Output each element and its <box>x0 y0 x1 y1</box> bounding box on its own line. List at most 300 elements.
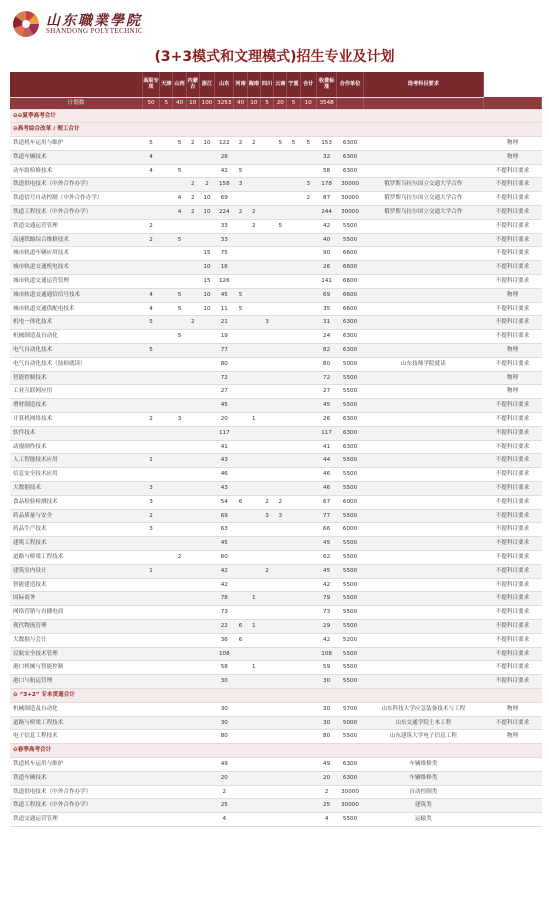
table-cell <box>186 551 199 565</box>
table-cell: 6300 <box>337 757 363 771</box>
table-cell <box>160 647 173 661</box>
table-cell: 20 <box>316 771 336 785</box>
table-cell <box>287 537 300 551</box>
major-name: 道路与桥梁工程技术 <box>10 551 142 565</box>
table-cell: 44 <box>316 454 336 468</box>
table-cell <box>234 578 247 592</box>
plan-count-cell: 40 <box>234 97 247 109</box>
table-cell <box>287 344 300 358</box>
table-cell <box>287 509 300 523</box>
table-cell <box>247 468 260 482</box>
table-row <box>10 799 542 813</box>
table-cell: 58 <box>316 164 336 178</box>
table-cell: 42 <box>215 164 234 178</box>
table-row <box>10 757 542 771</box>
table-cell <box>247 564 260 578</box>
table-cell <box>199 164 214 178</box>
table-cell: 不提科目要求 <box>483 523 541 537</box>
table-cell: 117 <box>215 426 234 440</box>
table-cell <box>287 551 300 565</box>
table-row <box>10 716 542 730</box>
table-cell <box>260 344 273 358</box>
table-row <box>10 206 542 220</box>
table-cell <box>274 275 287 289</box>
school-name-cn: 山东職業學院 <box>46 13 142 29</box>
major-name: 大数据技术 <box>10 482 142 496</box>
table-cell: 6600 <box>337 261 363 275</box>
table-cell <box>287 619 300 633</box>
table-cell <box>173 716 186 730</box>
table-cell: 6600 <box>337 288 363 302</box>
table-cell: 山东交通学院土木工程 <box>363 716 483 730</box>
table-cell: 5 <box>173 330 186 344</box>
table-cell <box>234 551 247 565</box>
table-cell <box>260 813 273 827</box>
table-cell <box>160 551 173 565</box>
table-cell: 不提科目要求 <box>483 261 541 275</box>
table-cell: 5 <box>287 137 300 151</box>
table-cell <box>142 247 159 261</box>
table-cell <box>274 330 287 344</box>
major-name: 药品生产技术 <box>10 523 142 537</box>
table-cell <box>234 482 247 496</box>
header-province-2: 山西 <box>173 72 186 97</box>
table-cell <box>234 247 247 261</box>
table-cell: 2 <box>247 137 260 151</box>
table-cell <box>173 178 186 192</box>
table-cell <box>287 440 300 454</box>
table-cell <box>260 606 273 620</box>
school-name-en: SHANDONG POLYTECHNIC <box>46 27 143 35</box>
table-cell: 5 <box>142 344 159 358</box>
table-row <box>10 633 542 647</box>
table-cell <box>186 399 199 413</box>
table-cell: 3 <box>234 178 247 192</box>
table-cell <box>142 357 159 371</box>
table-cell: 物理 <box>483 288 541 302</box>
table-cell: 4 <box>142 302 159 316</box>
table-cell: 物理 <box>483 702 541 716</box>
table-cell <box>186 426 199 440</box>
table-cell <box>186 275 199 289</box>
major-name: 信息安全技术应用 <box>10 468 142 482</box>
table-cell <box>274 633 287 647</box>
table-cell: 不提科目要求 <box>483 564 541 578</box>
table-cell <box>247 702 260 716</box>
school-logo-icon <box>13 11 39 37</box>
table-cell <box>160 137 173 151</box>
header-major <box>10 72 142 97</box>
table-cell <box>186 495 199 509</box>
table-cell <box>287 261 300 275</box>
major-name: 建筑工程技术 <box>10 537 142 551</box>
table-cell <box>199 702 214 716</box>
table-cell: 不提科目要求 <box>483 578 541 592</box>
table-cell: 俄罗斯乌拉尔国立交通大学合作 <box>363 178 483 192</box>
table-cell <box>234 675 247 689</box>
plan-count-cell: 10 <box>186 97 199 109</box>
table-cell <box>274 233 287 247</box>
table-cell: 2 <box>316 785 336 799</box>
header-province-10: 宁夏 <box>287 72 300 97</box>
table-cell <box>483 757 541 771</box>
table-cell <box>260 757 273 771</box>
table-cell <box>199 344 214 358</box>
table-cell <box>274 344 287 358</box>
table-cell <box>260 426 273 440</box>
table-cell <box>260 192 273 206</box>
table-cell: 不提科目要求 <box>483 357 541 371</box>
table-cell <box>160 247 173 261</box>
table-cell: 80 <box>316 730 336 744</box>
table-cell <box>160 302 173 316</box>
table-cell: 66 <box>316 523 336 537</box>
table-cell <box>199 633 214 647</box>
table-cell <box>247 647 260 661</box>
major-name: 铁道工程技术（中外合作办学） <box>10 206 142 220</box>
table-row <box>10 661 542 675</box>
table-cell <box>234 150 247 164</box>
table-cell: 24 <box>316 330 336 344</box>
table-cell <box>199 426 214 440</box>
table-cell <box>287 606 300 620</box>
table-cell: 3 <box>300 178 316 192</box>
header-province-8: 四川 <box>260 72 273 97</box>
table-cell: 车辆维修类 <box>363 771 483 785</box>
table-cell <box>142 261 159 275</box>
table-cell <box>300 247 316 261</box>
table-cell <box>142 440 159 454</box>
table-cell: 不提科目要求 <box>483 551 541 565</box>
table-cell: 2 <box>234 206 247 220</box>
table-cell: 67 <box>316 495 336 509</box>
table-cell <box>247 192 260 206</box>
table-cell <box>287 385 300 399</box>
table-cell: 3 <box>142 495 159 509</box>
table-cell <box>160 799 173 813</box>
table-cell <box>300 523 316 537</box>
table-cell <box>287 302 300 316</box>
table-cell: 153 <box>316 137 336 151</box>
table-cell: 建筑类 <box>363 799 483 813</box>
table-cell <box>287 371 300 385</box>
table-cell <box>300 233 316 247</box>
table-cell <box>247 385 260 399</box>
table-row <box>10 426 542 440</box>
table-cell <box>247 578 260 592</box>
table-cell <box>363 385 483 399</box>
table-cell: 36 <box>215 633 234 647</box>
table-cell: 5500 <box>337 730 363 744</box>
table-cell <box>300 813 316 827</box>
table-cell <box>260 578 273 592</box>
table-cell <box>363 413 483 427</box>
table-cell <box>186 482 199 496</box>
table-cell <box>274 661 287 675</box>
major-name: 城市轨道交通供配电技术 <box>10 302 142 316</box>
table-cell <box>274 192 287 206</box>
table-cell: 5500 <box>337 233 363 247</box>
table-cell <box>287 468 300 482</box>
plan-count-cell <box>483 97 541 109</box>
table-cell: 2 <box>274 495 287 509</box>
table-cell: 59 <box>316 661 336 675</box>
table-cell <box>186 261 199 275</box>
table-cell <box>260 523 273 537</box>
table-cell <box>247 233 260 247</box>
table-cell <box>363 426 483 440</box>
table-cell: 不提科目要求 <box>483 164 541 178</box>
table-cell <box>173 344 186 358</box>
table-cell <box>363 316 483 330</box>
table-cell <box>287 150 300 164</box>
table-cell <box>247 371 260 385</box>
table-cell: 158 <box>215 178 234 192</box>
table-cell <box>186 675 199 689</box>
table-cell <box>160 606 173 620</box>
table-cell: 45 <box>316 564 336 578</box>
table-cell <box>199 661 214 675</box>
table-cell <box>160 150 173 164</box>
major-name: 增材制造技术 <box>10 399 142 413</box>
table-cell: 不提科目要求 <box>483 219 541 233</box>
table-cell: 41 <box>215 440 234 454</box>
table-cell: 10 <box>199 288 214 302</box>
table-row <box>10 468 542 482</box>
table-cell <box>287 206 300 220</box>
table-cell <box>363 150 483 164</box>
table-cell: 69 <box>215 192 234 206</box>
table-cell <box>234 261 247 275</box>
table-cell: 22 <box>215 619 234 633</box>
table-cell <box>247 316 260 330</box>
table-cell <box>300 647 316 661</box>
table-cell <box>199 440 214 454</box>
table-cell: 1 <box>247 661 260 675</box>
table-row <box>10 454 542 468</box>
table-cell: 33 <box>215 219 234 233</box>
table-cell <box>300 288 316 302</box>
table-cell <box>186 454 199 468</box>
table-cell <box>160 440 173 454</box>
table-cell <box>274 261 287 275</box>
plan-count-cell: 5 <box>160 97 173 109</box>
table-cell <box>260 440 273 454</box>
table-cell <box>260 771 273 785</box>
table-cell: 5 <box>234 288 247 302</box>
table-cell <box>260 675 273 689</box>
table-cell: 5500 <box>337 537 363 551</box>
table-cell <box>247 164 260 178</box>
table-cell <box>186 150 199 164</box>
table-cell <box>274 164 287 178</box>
table-cell <box>274 371 287 385</box>
table-cell <box>363 261 483 275</box>
table-cell <box>247 799 260 813</box>
table-cell <box>160 357 173 371</box>
table-row <box>10 399 542 413</box>
table-cell <box>300 675 316 689</box>
table-cell <box>199 523 214 537</box>
page-title: (3+3模式和文理模式)招生专业及计划 <box>154 49 395 65</box>
table-row <box>10 785 542 799</box>
major-name: 道路与桥梁工程技术 <box>10 716 142 730</box>
table-cell <box>186 633 199 647</box>
major-name: 电子信息工程技术 <box>10 730 142 744</box>
table-cell <box>274 647 287 661</box>
table-cell <box>274 551 287 565</box>
table-cell <box>363 647 483 661</box>
table-cell <box>260 357 273 371</box>
major-name: 铁道车辆技术 <box>10 150 142 164</box>
table-cell <box>186 578 199 592</box>
table-cell <box>247 551 260 565</box>
table-cell <box>160 482 173 496</box>
table-cell <box>363 137 483 151</box>
table-cell: 3 <box>260 509 273 523</box>
table-cell: 46 <box>316 482 336 496</box>
table-cell <box>274 247 287 261</box>
table-cell <box>234 716 247 730</box>
table-cell: 5 <box>142 137 159 151</box>
table-cell: 不提科目要求 <box>483 233 541 247</box>
table-row <box>10 495 542 509</box>
table-cell <box>142 385 159 399</box>
table-cell <box>142 771 159 785</box>
table-cell: 不提科目要求 <box>483 661 541 675</box>
table-cell: 224 <box>215 206 234 220</box>
table-cell: 69 <box>316 288 336 302</box>
table-cell <box>363 606 483 620</box>
table-cell <box>260 247 273 261</box>
table-cell <box>287 813 300 827</box>
table-cell <box>234 316 247 330</box>
table-cell <box>142 592 159 606</box>
table-cell <box>287 247 300 261</box>
table-cell <box>287 495 300 509</box>
table-row <box>10 261 542 275</box>
table-cell: 69 <box>215 509 234 523</box>
table-cell <box>247 399 260 413</box>
section-row <box>10 123 542 137</box>
table-cell <box>160 785 173 799</box>
table-cell <box>173 247 186 261</box>
table-cell <box>160 537 173 551</box>
table-cell <box>234 468 247 482</box>
table-row <box>10 592 542 606</box>
table-cell <box>300 495 316 509</box>
table-cell <box>274 426 287 440</box>
table-cell <box>199 730 214 744</box>
table-cell <box>142 399 159 413</box>
table-cell <box>300 757 316 771</box>
table-cell <box>142 799 159 813</box>
major-name: 国际商务 <box>10 592 142 606</box>
table-cell: 25 <box>215 799 234 813</box>
table-cell <box>186 357 199 371</box>
table-cell: 45 <box>316 399 336 413</box>
table-cell <box>287 702 300 716</box>
table-cell: 72 <box>215 371 234 385</box>
table-cell <box>247 150 260 164</box>
table-cell: 46 <box>215 468 234 482</box>
table-cell: 73 <box>316 606 336 620</box>
table-cell <box>173 357 186 371</box>
table-cell <box>160 206 173 220</box>
table-cell <box>199 233 214 247</box>
table-cell <box>199 578 214 592</box>
table-cell <box>173 454 186 468</box>
table-cell <box>274 288 287 302</box>
table-cell <box>274 316 287 330</box>
table-cell: 2 <box>173 551 186 565</box>
table-cell <box>247 275 260 289</box>
table-cell <box>173 730 186 744</box>
header-province-5: 山东 <box>215 72 234 97</box>
major-name: 智能建造技术 <box>10 578 142 592</box>
table-cell: 10 <box>199 137 214 151</box>
table-cell <box>300 454 316 468</box>
table-cell <box>173 316 186 330</box>
table-cell: 77 <box>215 344 234 358</box>
table-row <box>10 192 542 206</box>
table-cell <box>363 440 483 454</box>
table-cell <box>260 275 273 289</box>
table-cell: 2 <box>186 178 199 192</box>
table-cell: 2 <box>300 192 316 206</box>
table-cell <box>186 702 199 716</box>
table-cell <box>199 757 214 771</box>
table-cell <box>142 785 159 799</box>
table-cell: 5500 <box>337 619 363 633</box>
table-cell <box>186 164 199 178</box>
table-cell: 物理 <box>483 344 541 358</box>
header-province-7: 海南 <box>247 72 260 97</box>
table-cell <box>247 633 260 647</box>
table-cell <box>274 385 287 399</box>
table-cell: 78 <box>215 592 234 606</box>
table-cell: 46 <box>316 468 336 482</box>
table-cell <box>247 537 260 551</box>
table-cell: 62 <box>316 551 336 565</box>
table-cell: 不提科目要求 <box>483 206 541 220</box>
table-cell: 5 <box>173 137 186 151</box>
table-cell: 30000 <box>337 192 363 206</box>
table-cell <box>160 495 173 509</box>
table-cell <box>247 523 260 537</box>
table-cell <box>142 468 159 482</box>
table-cell <box>287 233 300 247</box>
major-name: 人工智能技术应用 <box>10 454 142 468</box>
table-cell <box>186 592 199 606</box>
table-cell: 77 <box>316 509 336 523</box>
table-cell <box>300 771 316 785</box>
table-cell <box>363 523 483 537</box>
table-cell <box>300 206 316 220</box>
table-cell <box>247 344 260 358</box>
table-cell <box>186 247 199 261</box>
table-cell <box>260 150 273 164</box>
table-cell: 5 <box>234 164 247 178</box>
table-cell <box>199 647 214 661</box>
table-cell <box>260 730 273 744</box>
table-cell <box>287 633 300 647</box>
table-cell: 3 <box>142 482 159 496</box>
table-cell: 5000 <box>337 716 363 730</box>
table-cell <box>173 150 186 164</box>
table-cell: 80 <box>215 357 234 371</box>
major-name: 智能控制技术 <box>10 371 142 385</box>
